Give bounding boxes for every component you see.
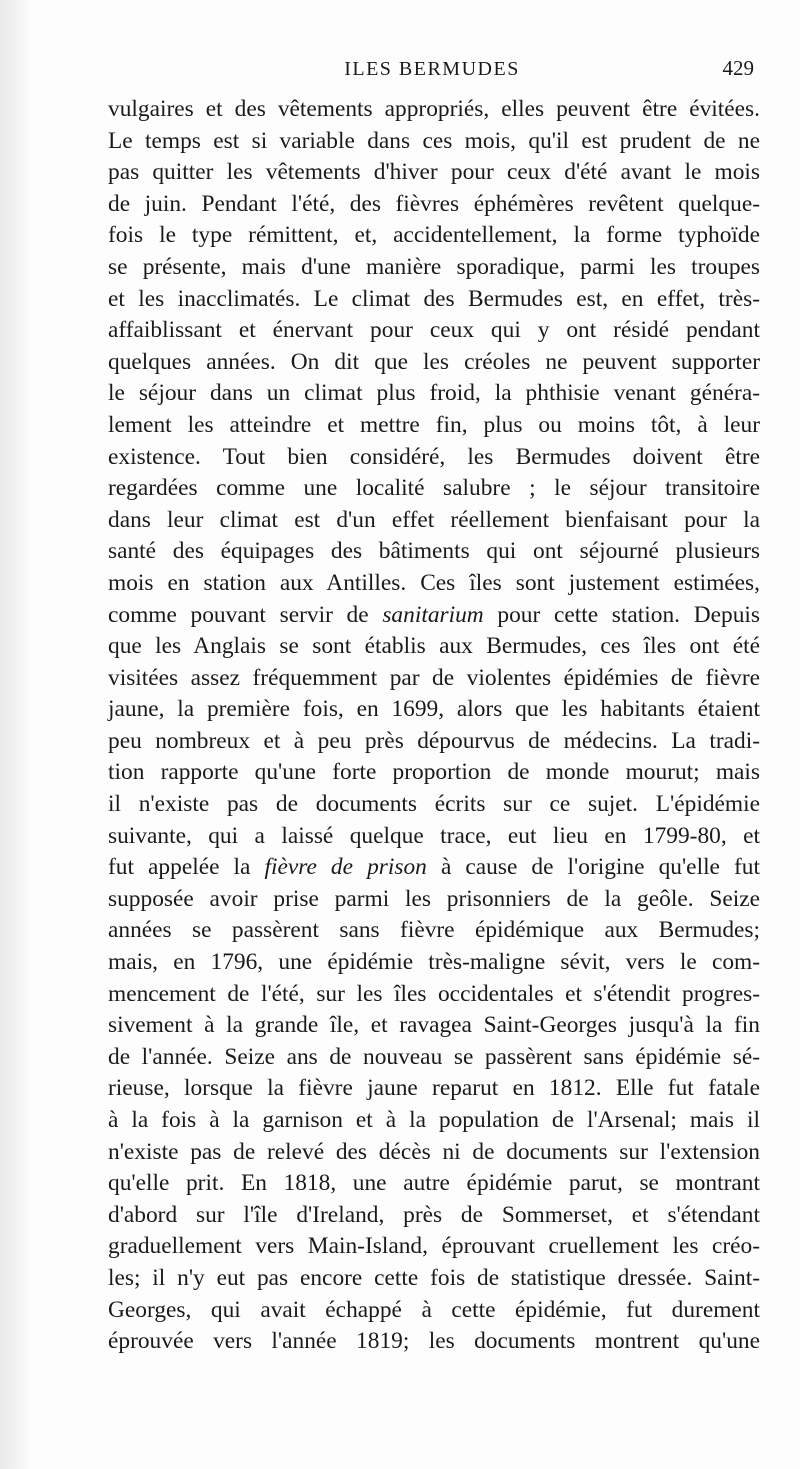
text-line: sivement à la grande île, et ravagea Saint-Georges jusqu'à la fin: [108, 1012, 760, 1039]
text-line: n'existe pas de relevé des décès ni de documents sur l'extension: [108, 1138, 760, 1165]
text-line: Georges, qui avait échappé à cette épidémie, fut durement: [108, 1296, 760, 1323]
text-line: que les Anglais se sont établis aux Bermudes, ces îles ont été: [108, 633, 760, 660]
text-line: qu'elle prit. En 1818, une autre épidémie parut, se montrant: [108, 1170, 760, 1197]
text-line: jaune, la première fois, en 1699, alors que les habitants étaient: [108, 696, 760, 723]
text-line: le séjour dans un climat plus froid, la phthisie venant généra-: [108, 380, 760, 407]
text-line: supposée avoir prise parmi les prisonniers de la geôle. Seize: [108, 885, 760, 912]
text-line: à la fois à la garnison et à la population de l'Arsenal; mais il: [108, 1107, 760, 1133]
text-line: dans leur climat est d'un effet réellement bienfaisant pour la: [108, 506, 760, 533]
text-line: existence. Tout bien considéré, les Bermudes doivent être: [108, 443, 760, 470]
text-line-with-italic: [108, 852, 760, 884]
page-number: 429: [722, 56, 754, 80]
text-line: éprouvée vers l'année 1819; les documents montrent qu'une: [108, 1328, 760, 1355]
text-line: d'abord sur l'île d'Ireland, près de Sommerset, et s'étendant: [108, 1201, 760, 1228]
text-line: de juin. Pendant l'été, des fièvres éphémères revêtent quelque-: [108, 190, 760, 217]
text-line: fois le type rémittent, et, accidentellement, la forme typhoïde: [108, 222, 760, 249]
text-line: Le temps est si variable dans ces mois, qu'il est prudent de ne: [108, 127, 760, 154]
text-line-with-italic: [108, 600, 760, 632]
text-line: tion rapporte qu'une forte proportion de monde mourut; mais: [108, 759, 760, 786]
text-line: pas quitter les vêtements d'hiver pour ceux d'été avant le mois: [108, 159, 760, 186]
text-line: mencement de l'été, sur les îles occidentales et s'étendit progres-: [108, 980, 760, 1007]
text-line: vulgaires et des vêtements appropriés, elles peuvent être évitées.: [108, 96, 760, 122]
text-line: regardées comme une localité salubre ; le séjour transitoire: [108, 475, 760, 502]
text-line: et les inacclimatés. Le climat des Bermudes est, en effet, très-: [108, 285, 760, 312]
page-gutter-shadow: [0, 0, 30, 1469]
text-line: de l'année. Seize ans de nouveau se passèrent sans épidémie sé-: [108, 1043, 760, 1070]
text-line: peu nombreux et à peu près dépourvus de médecins. La tradi-: [108, 727, 760, 754]
running-head: ILES BERMUDES: [344, 58, 520, 80]
body-text: [108, 94, 760, 1358]
text-segment: à cause de l'origine qu'elle fut: [426, 854, 760, 881]
text-line: suivante, qui a laissé quelque trace, eut lieu en 1799-80, et: [108, 822, 760, 849]
page-header: [112, 56, 752, 86]
text-segment: fut appelée la: [108, 854, 265, 881]
text-line: visitées assez fréquemment par de violentes épidémies de fièvre: [108, 664, 760, 691]
text-line: santé des équipages des bâtiments qui ont séjourné plusieurs: [108, 538, 760, 565]
text-line: se présente, mais d'une manière sporadique, parmi les troupes: [108, 253, 760, 280]
italic-term: fièvre de prison: [264, 854, 427, 881]
text-line: il n'existe pas de documents écrits sur ce sujet. L'épidémie: [108, 791, 760, 818]
text-line: lement les atteindre et mettre fin, plus ou moins tôt, à leur: [108, 411, 760, 438]
text-line: années se passèrent sans fièvre épidémique aux Bermudes;: [108, 917, 760, 944]
text-line: rieuse, lorsque la fièvre jaune reparut en 1812. Elle fut fatale: [108, 1075, 760, 1102]
text-segment: pour cette station. Depuis: [483, 601, 760, 628]
text-line: quelques années. On dit que les créoles ne peuvent supporter: [108, 348, 760, 375]
text-line: mois en station aux Antilles. Ces îles sont justement estimées,: [108, 569, 760, 596]
italic-term: sanitarium: [382, 601, 484, 628]
text-line: affaiblissant et énervant pour ceux qui y ont résidé pendant: [108, 317, 760, 344]
text-segment: comme pouvant servir de: [108, 601, 383, 628]
text-line: les; il n'y eut pas encore cette fois de statistique dressée. Saint-: [108, 1264, 760, 1291]
text-line: mais, en 1796, une épidémie très-maligne sévit, vers le com-: [108, 949, 760, 976]
text-line: graduellement vers Main-Island, éprouvant cruellement les créo-: [108, 1233, 760, 1260]
